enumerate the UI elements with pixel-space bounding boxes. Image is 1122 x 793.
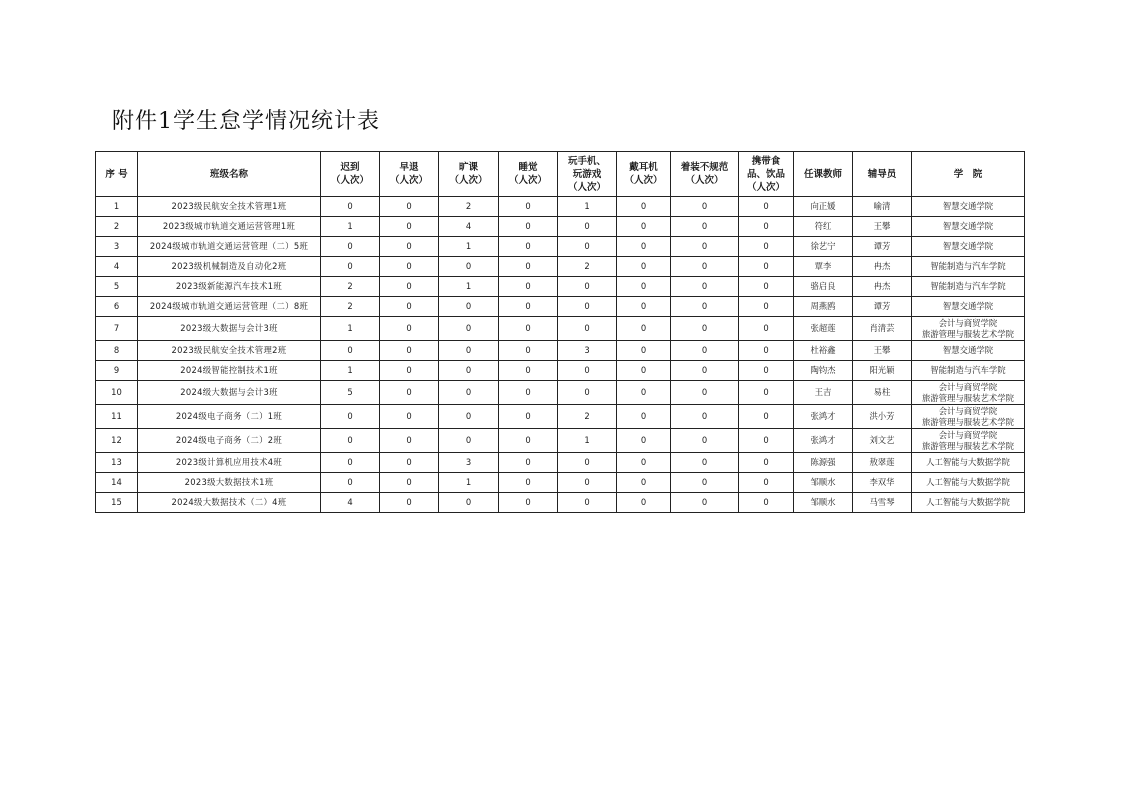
cell-teacher: 张鸿才 <box>794 429 853 453</box>
cell-college: 人工智能与大数据学院 <box>912 473 1025 493</box>
cell-early-leave: 0 <box>380 493 439 513</box>
column-header-absence: 旷课 （人次） <box>439 152 499 197</box>
cell-dress-code: 0 <box>671 317 739 341</box>
table-row <box>96 429 1025 453</box>
cell-phone-gaming: 0 <box>558 453 617 473</box>
cell-absence: 0 <box>439 381 499 405</box>
cell-food-drink: 0 <box>739 493 794 513</box>
cell-phone-gaming: 0 <box>558 493 617 513</box>
cell-index: 8 <box>96 341 138 361</box>
statistics-table <box>95 151 1025 513</box>
cell-college: 智慧交通学院 <box>912 217 1025 237</box>
table-row <box>96 197 1025 217</box>
cell-class-name: 2023级民航安全技术管理1班 <box>138 197 321 217</box>
cell-earphones: 0 <box>617 493 671 513</box>
cell-late: 2 <box>321 297 380 317</box>
cell-late: 4 <box>321 493 380 513</box>
cell-dress-code: 0 <box>671 493 739 513</box>
cell-teacher: 符红 <box>794 217 853 237</box>
cell-early-leave: 0 <box>380 405 439 429</box>
cell-teacher: 陶钧杰 <box>794 361 853 381</box>
cell-late: 0 <box>321 453 380 473</box>
cell-food-drink: 0 <box>739 297 794 317</box>
cell-sleeping: 0 <box>499 405 558 429</box>
cell-sleeping: 0 <box>499 257 558 277</box>
cell-dress-code: 0 <box>671 197 739 217</box>
cell-college: 会计与商贸学院 旅游管理与服装艺术学院 <box>912 429 1025 453</box>
cell-earphones: 0 <box>617 217 671 237</box>
cell-teacher: 覃李 <box>794 257 853 277</box>
cell-teacher: 邹顺水 <box>794 473 853 493</box>
cell-absence: 0 <box>439 297 499 317</box>
column-header-late: 迟到 （人次） <box>321 152 380 197</box>
cell-dress-code: 0 <box>671 361 739 381</box>
table-row <box>96 217 1025 237</box>
cell-college: 智能制造与汽车学院 <box>912 277 1025 297</box>
cell-earphones: 0 <box>617 429 671 453</box>
cell-index: 3 <box>96 237 138 257</box>
cell-index: 9 <box>96 361 138 381</box>
cell-dress-code: 0 <box>671 237 739 257</box>
cell-college: 人工智能与大数据学院 <box>912 453 1025 473</box>
cell-late: 0 <box>321 257 380 277</box>
cell-early-leave: 0 <box>380 277 439 297</box>
cell-late: 0 <box>321 405 380 429</box>
cell-early-leave: 0 <box>380 217 439 237</box>
cell-counselor: 敖翠莲 <box>853 453 912 473</box>
cell-index: 1 <box>96 197 138 217</box>
cell-late: 0 <box>321 429 380 453</box>
cell-college: 会计与商贸学院 旅游管理与服装艺术学院 <box>912 317 1025 341</box>
cell-dress-code: 0 <box>671 297 739 317</box>
cell-college: 会计与商贸学院 旅游管理与服装艺术学院 <box>912 405 1025 429</box>
cell-phone-gaming: 0 <box>558 381 617 405</box>
cell-dress-code: 0 <box>671 429 739 453</box>
cell-absence: 0 <box>439 341 499 361</box>
cell-college: 智慧交通学院 <box>912 237 1025 257</box>
cell-phone-gaming: 0 <box>558 237 617 257</box>
cell-absence: 0 <box>439 429 499 453</box>
cell-food-drink: 0 <box>739 361 794 381</box>
cell-college: 智慧交通学院 <box>912 197 1025 217</box>
cell-early-leave: 0 <box>380 257 439 277</box>
cell-counselor: 王攀 <box>853 217 912 237</box>
table-header-row <box>96 152 1025 197</box>
cell-food-drink: 0 <box>739 237 794 257</box>
cell-class-name: 2024级电子商务（二）2班 <box>138 429 321 453</box>
cell-class-name: 2023级新能源汽车技术1班 <box>138 277 321 297</box>
cell-class-name: 2023级大数据技术1班 <box>138 473 321 493</box>
cell-counselor: 谭芳 <box>853 237 912 257</box>
table-body <box>96 197 1025 513</box>
cell-earphones: 0 <box>617 361 671 381</box>
cell-index: 10 <box>96 381 138 405</box>
cell-earphones: 0 <box>617 237 671 257</box>
cell-class-name: 2024级城市轨道交通运营管理（二）8班 <box>138 297 321 317</box>
cell-phone-gaming: 0 <box>558 277 617 297</box>
cell-dress-code: 0 <box>671 473 739 493</box>
cell-late: 2 <box>321 277 380 297</box>
cell-sleeping: 0 <box>499 197 558 217</box>
cell-early-leave: 0 <box>380 381 439 405</box>
cell-index: 12 <box>96 429 138 453</box>
cell-teacher: 陈源强 <box>794 453 853 473</box>
table-row <box>96 473 1025 493</box>
cell-absence: 1 <box>439 277 499 297</box>
cell-index: 13 <box>96 453 138 473</box>
table-row <box>96 257 1025 277</box>
cell-phone-gaming: 1 <box>558 429 617 453</box>
cell-sleeping: 0 <box>499 361 558 381</box>
cell-sleeping: 0 <box>499 341 558 361</box>
cell-counselor: 马雪琴 <box>853 493 912 513</box>
cell-counselor: 王攀 <box>853 341 912 361</box>
cell-late: 0 <box>321 473 380 493</box>
cell-index: 5 <box>96 277 138 297</box>
cell-class-name: 2024级大数据技术（二）4班 <box>138 493 321 513</box>
cell-teacher: 王吉 <box>794 381 853 405</box>
cell-sleeping: 0 <box>499 297 558 317</box>
cell-phone-gaming: 0 <box>558 473 617 493</box>
cell-phone-gaming: 1 <box>558 197 617 217</box>
cell-counselor: 喻清 <box>853 197 912 217</box>
cell-earphones: 0 <box>617 277 671 297</box>
cell-dress-code: 0 <box>671 453 739 473</box>
column-header-teacher: 任课教师 <box>794 152 853 197</box>
cell-counselor: 肖清芸 <box>853 317 912 341</box>
cell-earphones: 0 <box>617 317 671 341</box>
cell-counselor: 冉杰 <box>853 277 912 297</box>
cell-sleeping: 0 <box>499 237 558 257</box>
column-header-index: 序 号 <box>96 152 138 197</box>
cell-absence: 0 <box>439 405 499 429</box>
cell-phone-gaming: 2 <box>558 405 617 429</box>
cell-teacher: 骆启良 <box>794 277 853 297</box>
cell-food-drink: 0 <box>739 317 794 341</box>
cell-college: 智能制造与汽车学院 <box>912 257 1025 277</box>
cell-late: 1 <box>321 361 380 381</box>
cell-absence: 4 <box>439 217 499 237</box>
cell-late: 0 <box>321 341 380 361</box>
cell-class-name: 2024级大数据与会计3班 <box>138 381 321 405</box>
cell-late: 5 <box>321 381 380 405</box>
table-row <box>96 237 1025 257</box>
cell-index: 2 <box>96 217 138 237</box>
cell-earphones: 0 <box>617 257 671 277</box>
cell-college: 会计与商贸学院 旅游管理与服装艺术学院 <box>912 381 1025 405</box>
cell-early-leave: 0 <box>380 429 439 453</box>
cell-sleeping: 0 <box>499 277 558 297</box>
cell-counselor: 洪小芳 <box>853 405 912 429</box>
column-header-food-drink: 携带食 品、饮品 （人次） <box>739 152 794 197</box>
cell-class-name: 2024级电子商务（二）1班 <box>138 405 321 429</box>
cell-index: 14 <box>96 473 138 493</box>
cell-class-name: 2024级城市轨道交通运营管理（二）5班 <box>138 237 321 257</box>
column-header-college: 学 院 <box>912 152 1025 197</box>
cell-dress-code: 0 <box>671 277 739 297</box>
cell-teacher: 徐艺宁 <box>794 237 853 257</box>
cell-dress-code: 0 <box>671 341 739 361</box>
cell-sleeping: 0 <box>499 493 558 513</box>
column-header-counselor: 辅导员 <box>853 152 912 197</box>
cell-sleeping: 0 <box>499 381 558 405</box>
cell-early-leave: 0 <box>380 237 439 257</box>
cell-food-drink: 0 <box>739 453 794 473</box>
cell-index: 4 <box>96 257 138 277</box>
cell-phone-gaming: 0 <box>558 297 617 317</box>
cell-sleeping: 0 <box>499 317 558 341</box>
column-header-early-leave: 早退 （人次） <box>380 152 439 197</box>
cell-college: 智能制造与汽车学院 <box>912 361 1025 381</box>
cell-absence: 1 <box>439 473 499 493</box>
cell-teacher: 张超莲 <box>794 317 853 341</box>
column-header-dress-code: 着装不规范 （人次） <box>671 152 739 197</box>
cell-college: 人工智能与大数据学院 <box>912 493 1025 513</box>
cell-college: 智慧交通学院 <box>912 341 1025 361</box>
cell-dress-code: 0 <box>671 257 739 277</box>
cell-food-drink: 0 <box>739 257 794 277</box>
cell-class-name: 2024级智能控制技术1班 <box>138 361 321 381</box>
cell-late: 0 <box>321 197 380 217</box>
cell-index: 15 <box>96 493 138 513</box>
cell-food-drink: 0 <box>739 429 794 453</box>
cell-late: 1 <box>321 317 380 341</box>
cell-absence: 0 <box>439 493 499 513</box>
cell-class-name: 2023级民航安全技术管理2班 <box>138 341 321 361</box>
cell-phone-gaming: 0 <box>558 361 617 381</box>
cell-class-name: 2023级机械制造及自动化2班 <box>138 257 321 277</box>
cell-late: 0 <box>321 237 380 257</box>
cell-early-leave: 0 <box>380 453 439 473</box>
cell-dress-code: 0 <box>671 381 739 405</box>
cell-earphones: 0 <box>617 297 671 317</box>
cell-index: 11 <box>96 405 138 429</box>
cell-earphones: 0 <box>617 381 671 405</box>
table-row <box>96 493 1025 513</box>
cell-food-drink: 0 <box>739 473 794 493</box>
cell-counselor: 阳光颖 <box>853 361 912 381</box>
cell-teacher: 张鸿才 <box>794 405 853 429</box>
cell-counselor: 易柱 <box>853 381 912 405</box>
table-row <box>96 361 1025 381</box>
cell-earphones: 0 <box>617 473 671 493</box>
cell-index: 7 <box>96 317 138 341</box>
cell-phone-gaming: 3 <box>558 341 617 361</box>
cell-college: 智慧交通学院 <box>912 297 1025 317</box>
cell-food-drink: 0 <box>739 197 794 217</box>
cell-counselor: 谭芳 <box>853 297 912 317</box>
cell-absence: 0 <box>439 317 499 341</box>
cell-late: 1 <box>321 217 380 237</box>
cell-early-leave: 0 <box>380 297 439 317</box>
cell-sleeping: 0 <box>499 473 558 493</box>
cell-food-drink: 0 <box>739 277 794 297</box>
cell-absence: 0 <box>439 361 499 381</box>
cell-early-leave: 0 <box>380 317 439 341</box>
cell-early-leave: 0 <box>380 197 439 217</box>
cell-food-drink: 0 <box>739 217 794 237</box>
cell-early-leave: 0 <box>380 341 439 361</box>
cell-food-drink: 0 <box>739 341 794 361</box>
cell-index: 6 <box>96 297 138 317</box>
cell-dress-code: 0 <box>671 217 739 237</box>
cell-class-name: 2023级城市轨道交通运营管理1班 <box>138 217 321 237</box>
cell-teacher: 向正媛 <box>794 197 853 217</box>
cell-absence: 1 <box>439 237 499 257</box>
cell-phone-gaming: 0 <box>558 317 617 341</box>
cell-early-leave: 0 <box>380 361 439 381</box>
table-row <box>96 277 1025 297</box>
table-row <box>96 297 1025 317</box>
cell-sleeping: 0 <box>499 429 558 453</box>
table-row <box>96 317 1025 341</box>
column-header-phone-gaming: 玩手机、 玩游戏 （人次） <box>558 152 617 197</box>
cell-early-leave: 0 <box>380 473 439 493</box>
cell-dress-code: 0 <box>671 405 739 429</box>
cell-counselor: 冉杰 <box>853 257 912 277</box>
cell-food-drink: 0 <box>739 405 794 429</box>
cell-counselor: 李双华 <box>853 473 912 493</box>
table-row <box>96 341 1025 361</box>
cell-phone-gaming: 0 <box>558 217 617 237</box>
column-header-earphones: 戴耳机 （人次） <box>617 152 671 197</box>
table-row <box>96 453 1025 473</box>
cell-counselor: 刘文艺 <box>853 429 912 453</box>
cell-earphones: 0 <box>617 405 671 429</box>
cell-absence: 0 <box>439 257 499 277</box>
cell-teacher: 邹顺水 <box>794 493 853 513</box>
cell-teacher: 杜裕鑫 <box>794 341 853 361</box>
cell-class-name: 2023级计算机应用技术4班 <box>138 453 321 473</box>
cell-sleeping: 0 <box>499 453 558 473</box>
cell-phone-gaming: 2 <box>558 257 617 277</box>
cell-food-drink: 0 <box>739 381 794 405</box>
cell-teacher: 周燕鸥 <box>794 297 853 317</box>
cell-earphones: 0 <box>617 341 671 361</box>
table-row <box>96 405 1025 429</box>
cell-sleeping: 0 <box>499 217 558 237</box>
cell-absence: 3 <box>439 453 499 473</box>
table-row <box>96 381 1025 405</box>
document-title: 附件1学生怠学情况统计表 <box>112 109 380 134</box>
column-header-sleeping: 睡觉 （人次） <box>499 152 558 197</box>
cell-earphones: 0 <box>617 453 671 473</box>
column-header-class-name: 班级名称 <box>138 152 321 197</box>
cell-absence: 2 <box>439 197 499 217</box>
cell-earphones: 0 <box>617 197 671 217</box>
cell-class-name: 2023级大数据与会计3班 <box>138 317 321 341</box>
